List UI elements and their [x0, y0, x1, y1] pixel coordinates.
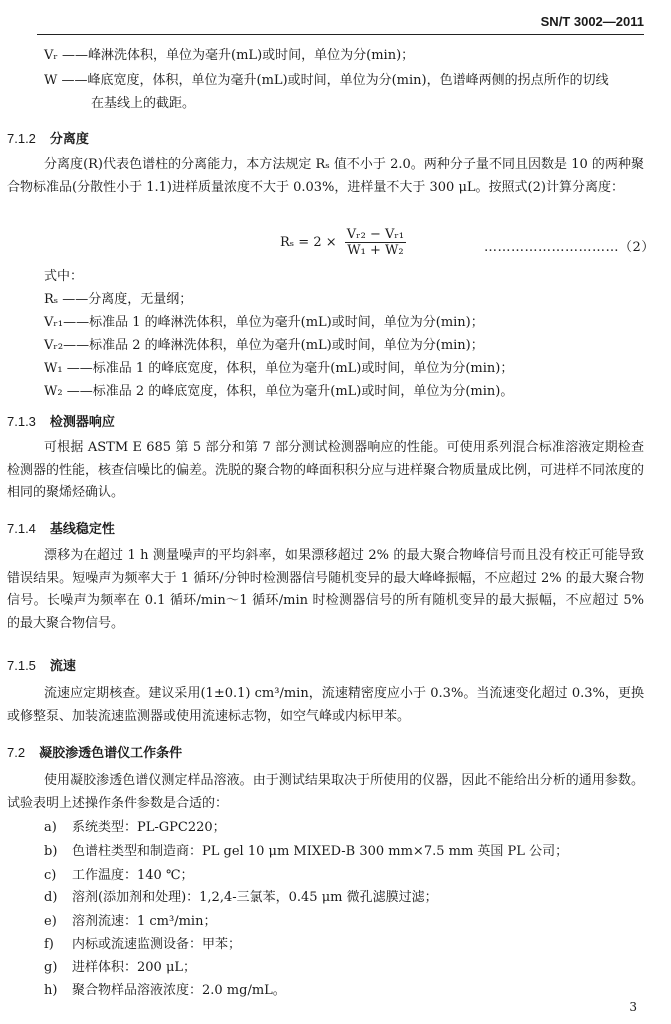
- paragraph: 漂移为在超过 1 h 测量噪声的平均斜率，如果漂移超过 2% 的最大聚合物峰信号而且没有校正可能导致错误结果。短噪声为频率大于 1 循环/分钟时检测器信号随机变异的最大峰峰振幅，不应超过 2% 的最大聚合物信号。长噪声为频率在 0.1 循环/min～1 循环/min 时检测器信号的所有随机变异的最大振幅，不应超过 5% 的最大聚合物信号。: [7, 548, 644, 631]
- list-item: e) 溶剂流速：1 cm³/min；: [44, 914, 217, 929]
- header-rule: [37, 34, 644, 35]
- paragraph: 使用凝胶渗透色谱仪测定样品溶液。由于测试结果取决于所使用的仪器，因此不能给出分析的通用参数。试验表明上述操作条件参数是合适的：: [7, 773, 644, 811]
- section-heading: [7, 742, 182, 761]
- section-number: 7.1.5: [7, 658, 36, 673]
- def-line: W ——峰底宽度，体积，单位为毫升(mL)或时间，单位为分(min)，色谱峰两侧的拐点所作的切线: [44, 73, 609, 88]
- paragraph: 流速应定期核查。建议采用(1±0.1) cm³/min，流速精密度应小于 0.3%。当流速变化超过 0.3%，更换或修整泵、加装流速监测器或使用流速标志物，如空气峰或内标甲苯。: [7, 686, 644, 724]
- list-item: a) 系统类型：PL-GPC220；: [44, 820, 226, 835]
- list-item: b) 色谱柱类型和制造商：PL gel 10 μm MIXED-B 300 mm×7.5 mm 英国 PL 公司；: [44, 844, 569, 859]
- section-heading: [7, 411, 115, 430]
- page-number: 3: [629, 1000, 637, 1014]
- formula-denominator: W₁ + W₂: [347, 243, 404, 258]
- section-heading: [7, 655, 76, 674]
- section-number: 7.2: [7, 745, 26, 760]
- paragraph: 分离度(R)代表色谱柱的分离能力，本方法规定 Rₛ 值不小于 2.0。两种分子量不同且因数是 10 的两种聚合物标准品(分散性小于 1.1)进样质量浓度不大于 0.03%，进样量不大于 300 μL。按照式(2)计算分离度：: [7, 157, 644, 195]
- paragraph: 可根据 ASTM E 685 第 5 部分和第 7 部分测试检测器响应的性能。可使用系列混合标准溶液定期检查检测器的性能，核查信噪比的偏差。洗脱的聚合物的峰面积积分应与进样聚合物质量成比例，可进样不同浓度的相同的聚烯烃确认。: [7, 440, 645, 500]
- section-title: 凝胶渗透色谱仪工作条件: [39, 745, 183, 760]
- formula-numerator: Vᵣ₂ − Vᵣ₁: [346, 227, 405, 242]
- list-item: c) 工作温度：140 ℃；: [44, 868, 194, 883]
- formula-lhs: Rₛ = 2 ×: [280, 235, 337, 250]
- where-label: 式中：: [44, 269, 84, 284]
- section-title: 检测器响应: [49, 414, 115, 429]
- list-item: f) 内标或流速监测设备：甲苯；: [44, 937, 242, 952]
- def-line: W₂ ——标准品 2 的峰底宽度，体积，单位为毫升(mL)或时间，单位为分(min)。: [44, 384, 514, 399]
- def-line: Rₛ ——分离度，无量纲；: [44, 292, 193, 307]
- def-line: Vᵣ ——峰淋洗体积，单位为毫升(mL)或时间，单位为分(min)；: [44, 48, 415, 63]
- section-title: 流速: [49, 658, 76, 673]
- formula: [280, 227, 406, 258]
- section-heading: [7, 518, 115, 537]
- list-item: h) 聚合物样品溶液浓度：2.0 mg/mL。: [44, 983, 286, 998]
- def-line-cont: 在基线上的截距。: [91, 96, 196, 111]
- section-number: 7.1.4: [7, 521, 36, 536]
- def-line: W₁ ——标准品 1 的峰底宽度，体积，单位为毫升(mL)或时间，单位为分(min)；: [44, 361, 514, 376]
- def-line: Vᵣ₁——标准品 1 的峰淋洗体积，单位为毫升(mL)或时间，单位为分(min)；: [44, 315, 484, 330]
- section-heading: [7, 128, 89, 147]
- list-item: d) 溶剂(添加剂和处理)：1,2,4-三氯苯，0.45 μm 微孔滤膜过滤；: [44, 890, 438, 905]
- section-title: 分离度: [49, 131, 89, 146]
- section-title: 基线稳定性: [49, 521, 115, 536]
- formula-reference: …………………………（2）: [484, 240, 655, 255]
- formula-fraction: [345, 227, 406, 258]
- list-item: g) 进样体积：200 μL；: [44, 960, 197, 975]
- section-number: 7.1.3: [7, 414, 36, 429]
- def-line: Vᵣ₂——标准品 2 的峰淋洗体积，单位为毫升(mL)或时间，单位为分(min)；: [44, 338, 484, 353]
- document-code: SN/T 3002—2011: [540, 14, 644, 29]
- section-number: 7.1.2: [7, 131, 36, 146]
